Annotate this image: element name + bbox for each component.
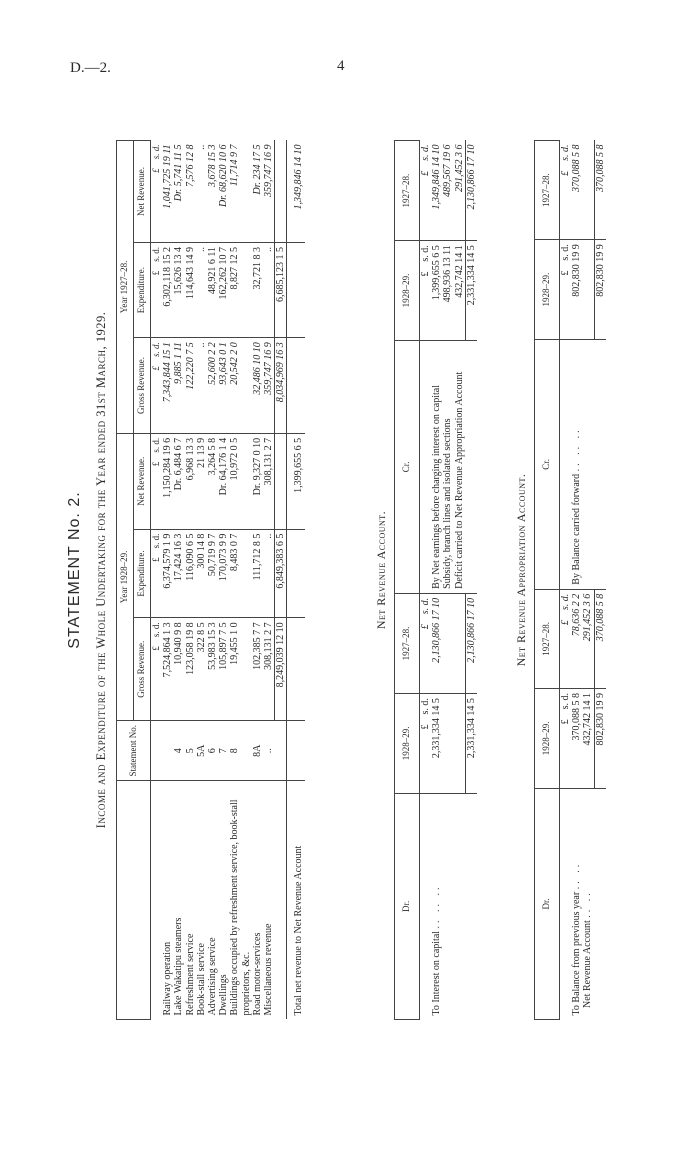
ap-row-1: To Balance from previous year .. .. 370,088 5 8 78,636 2 2 By Balance carried forward .. .. .. 802,830 19 9 370,088 5 8 bbox=[571, 141, 582, 1020]
nr-cr-value-28: 1,349,846 14 10 bbox=[431, 141, 442, 241]
totals-row bbox=[275, 141, 287, 1020]
col-exp-29: Expenditure. bbox=[134, 529, 151, 618]
ap-dr-header: Dr. bbox=[535, 788, 560, 1019]
unit-sd: s. d. bbox=[420, 698, 431, 715]
unit-pound: £ bbox=[151, 557, 161, 562]
row-label: Road motor-services bbox=[251, 932, 263, 1016]
unit-sd: s. d. bbox=[560, 692, 571, 710]
expenditure-1928-29: 116,090 6 5 bbox=[185, 529, 196, 618]
gross-revenue-1927-28: 359,747 16 9 bbox=[263, 338, 275, 434]
ap-dr-total-29: 802,830 19 9 bbox=[594, 688, 606, 788]
total-expenditure-1927-28: 6,685,123 1 5 bbox=[275, 242, 287, 337]
expenditure-1927-28: .. bbox=[196, 242, 207, 337]
net-revenue-1928-29: 308,131 2 7 bbox=[263, 433, 275, 529]
net-revenue-1928-29: 1,150,284 19 6 bbox=[162, 433, 173, 529]
rotated-page-content bbox=[66, 70, 626, 1070]
col-year-1927-28: Year 1927–28. bbox=[117, 141, 134, 434]
unit-sd: s. d. bbox=[151, 437, 161, 453]
row-label: Refreshment service bbox=[184, 933, 196, 1016]
row-label: Dwellings bbox=[218, 974, 230, 1016]
gross-revenue-1927-28: 7,343,844 15 1 bbox=[162, 338, 173, 434]
gross-revenue-1927-28: 93,643 0 1 bbox=[218, 338, 229, 434]
net-revenue-1928-29: Dr. 64,176 1 4 bbox=[218, 433, 229, 529]
net-revenue-table bbox=[394, 140, 477, 1020]
gross-revenue-1928-29: 19,455 1 0 bbox=[229, 618, 251, 721]
document-code: D.—2. bbox=[70, 60, 111, 76]
net-revenue-heading: Net Revenue Account. bbox=[374, 510, 388, 630]
unit-sd: s. d. bbox=[560, 244, 571, 261]
row-label: Advertising service bbox=[207, 937, 219, 1016]
nr-cr-value-29: 432,742 14 1 bbox=[454, 241, 466, 341]
ap-dr-total-28: 370,088 5 8 bbox=[594, 589, 606, 688]
nr-cr-total-29: 2,331,334 14 5 bbox=[465, 241, 477, 341]
ap-dr-value-29: 370,088 5 8 bbox=[571, 688, 582, 788]
page-number: 4 bbox=[337, 58, 345, 74]
nr-dr-header: Dr. bbox=[395, 793, 420, 1019]
net-revenue-1927-28: Dr. 5,741 11 5 bbox=[173, 141, 184, 243]
gross-revenue-1928-29: 123,058 19 8 bbox=[185, 618, 196, 721]
net-revenue-1928-29: Dr. 9,327 0 10 bbox=[252, 433, 263, 529]
unit-pound: £ bbox=[560, 170, 571, 176]
nr-cr-label: Subsidy, branch lines and isolated sections bbox=[442, 340, 453, 593]
net-revenue-1927-28: Dr. 68,620 10 6 bbox=[218, 141, 229, 243]
col-gross-28: Gross Revenue. bbox=[134, 338, 151, 434]
ap-dr-value-29: 432,742 14 1 bbox=[582, 688, 594, 788]
expenditure-1927-28: 32,721 8 3 bbox=[252, 242, 263, 337]
gross-revenue-1928-29: 53,983 15 3 bbox=[207, 618, 218, 721]
expenditure-1928-29: 6,374,579 1 9 bbox=[162, 529, 173, 618]
gross-revenue-1927-28: 32,486 10 10 bbox=[252, 338, 263, 434]
col-net-29: Net Revenue. bbox=[134, 433, 151, 529]
table-row bbox=[185, 141, 196, 1020]
net-total-row bbox=[287, 141, 305, 1020]
nr-cr-value-29: 498,936 13 11 bbox=[442, 241, 453, 341]
gross-revenue-1928-29: 322 8 5 bbox=[196, 618, 207, 721]
appropriation-table bbox=[534, 140, 606, 1020]
net-revenue-1928-29: 21 13 9 bbox=[196, 433, 207, 529]
gross-revenue-1927-28: 20,542 2 0 bbox=[229, 338, 251, 434]
appropriation-heading: Net Revenue Appropriation Account. bbox=[514, 473, 528, 667]
unit-pound: £ bbox=[420, 724, 431, 730]
ap-dr-value-28: 291,452 3 6 bbox=[582, 589, 594, 688]
gross-revenue-1927-28: 9,885 1 11 bbox=[173, 338, 184, 434]
col-statement-no: Statement No. bbox=[117, 721, 151, 782]
unit-sd: s. d. bbox=[151, 246, 161, 262]
expenditure-1927-28: 8,827 12 5 bbox=[229, 242, 251, 337]
row-statement-no: 7 bbox=[218, 721, 229, 782]
total-gross-1927-28: 8,034,969 16 3 bbox=[275, 338, 287, 434]
row-statement-no: 6 bbox=[207, 721, 218, 782]
nr-dr-total-29: 2,331,334 14 5 bbox=[465, 694, 477, 794]
nr-dr-y28: 1927–28. bbox=[395, 593, 420, 693]
ap-units-row bbox=[560, 141, 572, 1020]
row-statement-no: 5A bbox=[196, 721, 207, 782]
row-label: Book-stall service bbox=[195, 943, 207, 1016]
unit-pound: £ bbox=[151, 646, 161, 651]
unit-sd: s. d. bbox=[420, 144, 431, 161]
expenditure-1928-29: 300 14 8 bbox=[196, 529, 207, 618]
col-gross-29: Gross Revenue. bbox=[134, 618, 151, 721]
unit-sd: s. d. bbox=[151, 622, 161, 638]
unit-pound: £ bbox=[420, 271, 431, 277]
unit-pound: £ bbox=[151, 461, 161, 467]
nr-cr-label: By Net earnings before charging interest on capital bbox=[431, 340, 442, 593]
expenditure-1927-28: .. bbox=[263, 242, 275, 337]
row-statement-no: 8 bbox=[229, 721, 251, 782]
gross-revenue-1927-28: .. bbox=[196, 338, 207, 434]
expenditure-1928-29: 170,073 9 9 bbox=[218, 529, 229, 618]
statement-subtitle: Income and Expenditure of the Whole Undertaking for the Year ended 31st March, 1929. bbox=[94, 311, 108, 829]
unit-sd: s. d. bbox=[151, 144, 161, 160]
ap-row-2: Net Revenue Account .. .. 432,742 14 1 291,452 3 6 bbox=[582, 141, 594, 1020]
net-revenue-1927-28: 3,678 15 3 bbox=[207, 141, 218, 243]
row-statement-no bbox=[162, 721, 173, 782]
nr-dr-y29: 1928–29. bbox=[395, 694, 420, 794]
nr-dr-total-28: 2,130,866 17 10 bbox=[465, 593, 477, 693]
table-row bbox=[162, 141, 173, 1020]
expenditure-1927-28: 114,643 14 9 bbox=[185, 242, 196, 337]
net-total-1927-28: 1,349,846 14 10 bbox=[287, 141, 305, 243]
expenditure-1928-29: .. bbox=[263, 529, 275, 618]
nr-cr-total-28: 2,130,866 17 10 bbox=[465, 141, 477, 241]
gross-revenue-1928-29: 10,940 9 8 bbox=[173, 618, 184, 721]
nr-cr-value-28: 291,452 3 6 bbox=[454, 141, 466, 241]
ap-cr-total-28: 370,088 5 8 bbox=[594, 141, 606, 240]
expenditure-1928-29: 50,719 9 7 bbox=[207, 529, 218, 618]
net-revenue-1927-28: 359,747 16 9 bbox=[263, 141, 275, 243]
unit-sd: s. d. bbox=[151, 533, 161, 549]
ap-cr-total-29: 802,830 19 9 bbox=[594, 240, 606, 340]
nr-cr-label: Deficit carried to Net Revenue Appropriation Account bbox=[454, 340, 466, 593]
nr-dr-value-28: 2,130,866 17 10 bbox=[431, 593, 442, 693]
table-row bbox=[229, 141, 251, 1020]
income-expenditure-table bbox=[116, 140, 305, 1020]
unit-pound: £ bbox=[560, 270, 571, 276]
ap-dr-value-28: 78,636 2 2 bbox=[571, 589, 582, 688]
nr-cr-header: Cr. bbox=[395, 340, 420, 593]
unit-pound: £ bbox=[560, 620, 571, 626]
net-revenue-1927-28: 11,714 9 7 bbox=[229, 141, 251, 243]
net-revenue-1928-29: 6,968 13 3 bbox=[185, 433, 196, 529]
nr-dr-label: To Interest on capital bbox=[431, 930, 443, 1016]
nr-totals-row bbox=[465, 141, 477, 1020]
net-revenue-1927-28: 1,041,725 19 11 bbox=[162, 141, 173, 243]
ap-cr-y28: 1927–28. bbox=[535, 141, 560, 240]
nr-row-1: To Interest on capital .. .. .. 2,331,334 14 5 2,130,866 17 10 By Net earnings before charging interest on capital 1,399,655 6 5 1,349,846 14 10 bbox=[431, 141, 442, 1020]
nr-cr-y29: 1928–29. bbox=[395, 241, 420, 341]
net-revenue-1928-29: 3,264 5 8 bbox=[207, 433, 218, 529]
ap-cr-value-28: 370,088 5 8 bbox=[571, 141, 582, 240]
unit-pound: £ bbox=[151, 365, 161, 371]
table-row bbox=[173, 141, 184, 1020]
ap-dr-y28: 1927–28. bbox=[535, 589, 560, 688]
unit-pound: £ bbox=[420, 624, 431, 630]
unit-sd: s. d. bbox=[560, 144, 571, 161]
table-row bbox=[196, 141, 207, 1020]
ap-cr-label: By Balance carried forward bbox=[571, 473, 583, 585]
col-net-28: Net Revenue. bbox=[134, 141, 151, 243]
col-exp-28: Expenditure. bbox=[134, 242, 151, 337]
col-year-1928-29: Year 1928–29. bbox=[117, 433, 134, 720]
units-row bbox=[151, 141, 163, 1020]
gross-revenue-1927-28: 122,220 7 5 bbox=[185, 338, 196, 434]
net-total-1928-29: 1,399,655 6 5 bbox=[287, 433, 305, 529]
net-revenue-1927-28: 7,576 12 8 bbox=[185, 141, 196, 243]
unit-sd: s. d. bbox=[420, 597, 431, 615]
row-statement-no: 4 bbox=[173, 721, 184, 782]
table-row bbox=[252, 141, 263, 1020]
statement-title: STATEMENT No. 2. bbox=[66, 491, 83, 649]
ap-totals-row bbox=[594, 141, 606, 1020]
nr-cr-y28: 1927–28. bbox=[395, 141, 420, 241]
total-expenditure-1928-29: 6,849,383 6 5 bbox=[275, 529, 287, 618]
expenditure-1928-29: 111,712 8 5 bbox=[252, 529, 263, 618]
expenditure-1927-28: 162,262 10 7 bbox=[218, 242, 229, 337]
ap-cr-y29: 1928–29. bbox=[535, 240, 560, 340]
unit-pound: £ bbox=[151, 270, 161, 276]
net-revenue-1928-29: Dr. 6,484 6 7 bbox=[173, 433, 184, 529]
unit-sd: s. d. bbox=[151, 342, 161, 357]
table-row bbox=[207, 141, 218, 1020]
ap-dr-y29: 1928–29. bbox=[535, 688, 560, 788]
table-row bbox=[263, 141, 275, 1020]
ap-cr-value-29: 802,830 19 9 bbox=[571, 240, 582, 340]
row-statement-no: .. bbox=[263, 721, 275, 782]
nr-row-2 bbox=[442, 141, 453, 1020]
nr-row-3 bbox=[454, 141, 466, 1020]
gross-revenue-1927-28: 52,600 2 2 bbox=[207, 338, 218, 434]
table-row bbox=[218, 141, 229, 1020]
net-revenue-1927-28: Dr. 234 17 5 bbox=[252, 141, 263, 243]
expenditure-1927-28: 48,921 6 11 bbox=[207, 242, 218, 337]
ap-cr-header: Cr. bbox=[535, 339, 560, 589]
nr-cr-value-28: 489,567 19 6 bbox=[442, 141, 453, 241]
row-label: Lake Wakatipu steamers bbox=[173, 917, 185, 1016]
gross-revenue-1928-29: 308,131 2 7 bbox=[263, 618, 275, 721]
unit-sd: s. d. bbox=[560, 593, 571, 611]
row-label: Railway operation bbox=[162, 941, 174, 1016]
row-label: Buildings occupied by refreshment service, book-stall proprietors, &c. bbox=[229, 799, 252, 1016]
unit-pound: £ bbox=[560, 719, 571, 725]
net-revenue-1928-29: 10,972 0 5 bbox=[229, 433, 251, 529]
row-statement-no: 5 bbox=[185, 721, 196, 782]
unit-pound: £ bbox=[151, 168, 161, 173]
row-statement-no: 8A bbox=[252, 721, 263, 782]
nr-dr-value-29: 2,331,334 14 5 bbox=[431, 694, 442, 794]
ap-dr-label: Net Revenue Account bbox=[582, 920, 594, 1008]
expenditure-1927-28: 6,302,118 15 2 bbox=[162, 242, 173, 337]
expenditure-1928-29: 8,483 0 7 bbox=[229, 529, 251, 618]
gross-revenue-1928-29: 105,897 7 5 bbox=[218, 618, 229, 721]
net-total-label: Total net revenue to Net Revenue Account bbox=[287, 781, 305, 1020]
ap-dr-label: To Balance from previous year bbox=[571, 891, 583, 1016]
expenditure-1927-28: 15,626 13 4 bbox=[173, 242, 184, 337]
gross-revenue-1928-29: 7,524,864 1 3 bbox=[162, 618, 173, 721]
row-label: Miscellaneous revenue bbox=[263, 923, 275, 1016]
expenditure-1928-29: 17,424 16 3 bbox=[173, 529, 184, 618]
gross-revenue-1928-29: 102,385 7 7 bbox=[252, 618, 263, 721]
total-gross-1928-29: 8,249,039 12 10 bbox=[275, 618, 287, 721]
nr-units-row bbox=[420, 141, 432, 1020]
nr-cr-value-29: 1,399,655 6 5 bbox=[431, 241, 442, 341]
net-revenue-1927-28: .. bbox=[196, 141, 207, 243]
col-description bbox=[117, 781, 151, 1020]
unit-pound: £ bbox=[420, 170, 431, 176]
unit-sd: s. d. bbox=[420, 245, 431, 262]
